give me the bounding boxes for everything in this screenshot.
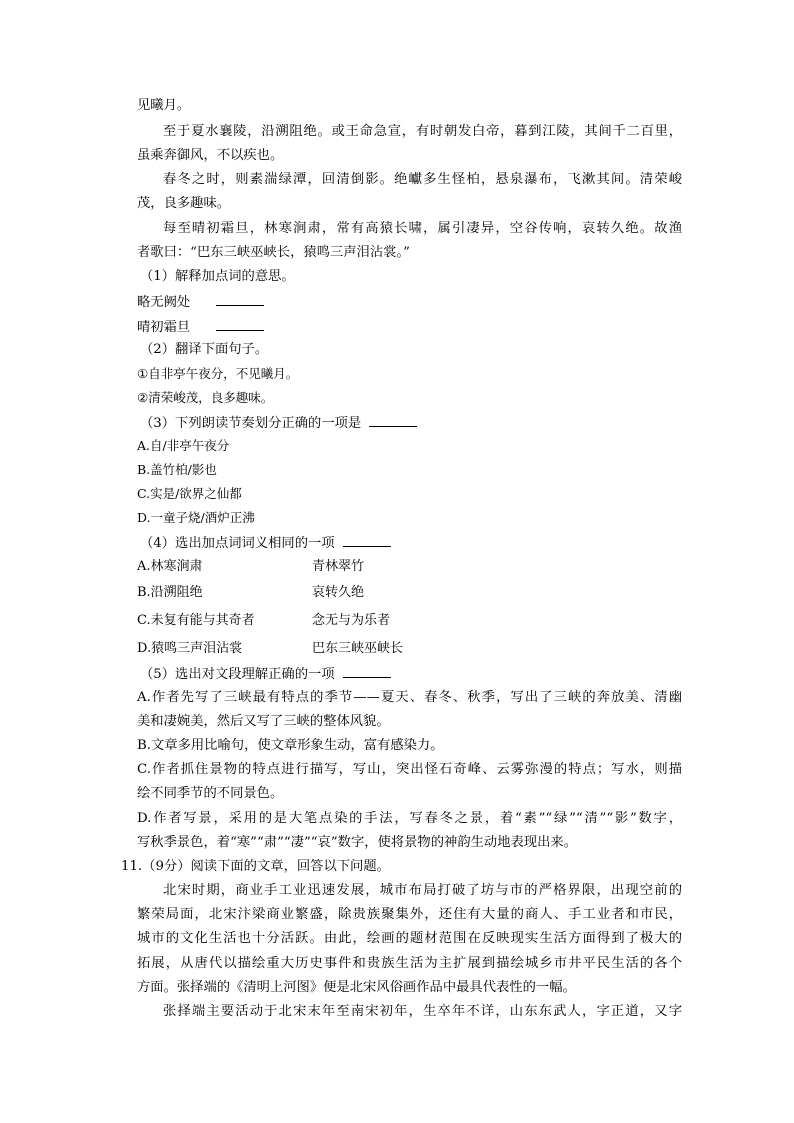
option: D.作者写景，采用的是大笔点染的手法，写春冬之景，着“素”“绿”“清”“影”数字， (137, 811, 682, 826)
option-continued: 美和凄婉美，然后又写了三峡的整体风貌。 (137, 714, 390, 729)
option-continued: 写秋季景色，着“寒”“肃”“凄”“哀”数字，使将景物的神韵生动地表现出来。 (137, 835, 577, 850)
item-text: 晴初霜旦 (137, 320, 191, 335)
passage-line: 至于夏水襄陵，沿溯阻绝。或王命急宣，有时朝发白帝，暮到江陵，其间千二百里， (163, 124, 682, 139)
article-line: 张择端主要活动于北宋末年至南宋初年，生卒年不详，山东东武人，字正道，又字 (163, 1004, 682, 1019)
passage-line: 者歌曰：“巴东三峡巫峡长，猿鸣三声泪沾裳。” (137, 245, 410, 260)
pair-left: B.沿溯阻绝 (137, 585, 203, 600)
passage-line: 春冬之时，则素湍绿潭，回清倒影。绝巘多生怪柏，悬泉瀑布，飞漱其间。清荣峻 (163, 172, 682, 187)
passage-line: 每至晴初霜旦，林寒涧肃，常有高猿长啸，属引凄异，空谷传响，哀转久绝。故渔 (163, 221, 682, 236)
answer-blank[interactable] (216, 292, 264, 306)
passage-line: 虽乘奔御风，不以疾也。 (137, 148, 284, 163)
question-5-label (140, 664, 685, 682)
option: B.文章多用比喻句，使文章形象生动，富有感染力。 (137, 738, 444, 753)
question-text: （5）选出对文段理解正确的一项 (140, 667, 335, 682)
question-4-label (140, 533, 685, 551)
article-line: 繁荣局面，北宋汴梁商业繁盛，除贵族聚集外，还住有大量的商人、手工业者和市民， (137, 907, 682, 922)
question-3-label (140, 413, 685, 431)
question-text: （4）选出加点词词义相同的一项 (140, 536, 335, 551)
article-line: 拓展，从唐代以描绘重大历史事件和贵族生活为主扩展到描绘城乡市井平民生活的各个 (137, 956, 682, 971)
answer-blank[interactable] (369, 413, 417, 427)
article-line: 北宋时期，商业手工业迅速发展，城市布局打破了坊与市的严格界限，出现空前的 (163, 883, 682, 898)
passage-line: 茂，良多趣味。 (137, 196, 231, 211)
pair-right: 青林翠竹 (312, 559, 365, 574)
pair-right: 巴东三峡巫峡长 (312, 641, 404, 656)
pair-right: 哀转久绝 (312, 585, 365, 600)
option: C.作者抓住景物的特点进行描写，写山，突出怪石奇峰、云雾弥漫的特点；写水，则描 (137, 762, 682, 777)
question-2-label: （2）翻译下面句子。 (140, 342, 269, 357)
option: B.盖竹柏/影也 (137, 462, 217, 477)
question-1-item (137, 292, 682, 310)
sentence: ①自非亭午夜分，不见曦月。 (137, 366, 299, 381)
question-1-label: （1）解释加点词的意思。 (140, 269, 295, 284)
option: A.自/非亭午夜分 (137, 438, 230, 453)
pair-left: C.未复有能与其奇者 (137, 613, 255, 628)
option: C.实是/欲界之仙都 (137, 486, 242, 501)
question-text: （3）下列朗读节奏划分正确的一项是 (140, 416, 362, 431)
option: D.一童子烧/酒炉正沸 (137, 510, 255, 525)
pair-left: D.猿鸣三声泪沾裳 (137, 641, 243, 656)
answer-blank[interactable] (343, 664, 391, 678)
sentence: ②清荣峻茂，良多趣味。 (137, 390, 274, 405)
answer-blank[interactable] (343, 533, 391, 547)
pair-left: A.林寒涧肃 (137, 559, 203, 574)
option: A.作者先写了三峡最有特点的季节——夏天、春冬、秋季，写出了三峡的奔放美、清幽 (137, 690, 682, 705)
article-line: 城市的文化生活也十分活跃。由此，绘画的题材范围在反映现实生活方面得到了极大的 (137, 931, 682, 946)
passage-line: 见曦月。 (137, 98, 191, 113)
question-1-item (137, 317, 682, 335)
pair-right: 念无与为乐者 (312, 613, 391, 628)
option-continued: 绘不同季节的不同景色。 (137, 786, 284, 801)
question-11-label: 11.（9分）阅读下面的文章，回答以下问题。 (121, 859, 390, 874)
item-text: 略无阙处 (137, 295, 191, 310)
answer-blank[interactable] (216, 317, 264, 331)
article-line: 方面。张择端的《清明上河图》便是北宋风俗画作品中最具代表性的一幅。 (137, 980, 576, 995)
